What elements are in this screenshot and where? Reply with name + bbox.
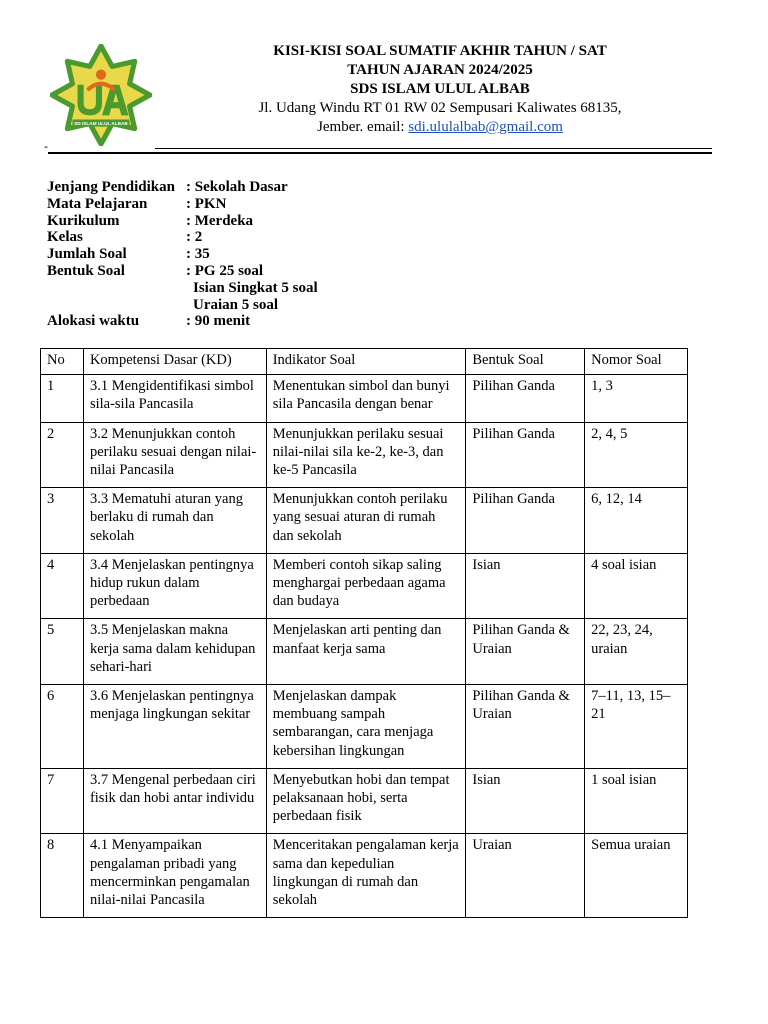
table-header-row: [41, 349, 688, 375]
cell-indikator: Menentukan simbol dan bunyi sila Pancasila dengan benar: [266, 375, 466, 422]
info-label: Alokasi waktu: [47, 313, 140, 330]
cell-no: 4: [41, 553, 84, 619]
cell-nomor: 22, 23, 24, uraian: [585, 619, 688, 685]
cell-bentuk: Pilihan Ganda: [466, 488, 585, 554]
cell-indikator: Menunjukkan contoh perilaku yang sesuai aturan di rumah dan sekolah: [266, 488, 466, 554]
cell-bentuk: Pilihan Ganda & Uraian: [466, 619, 585, 685]
info-value: : Merdeka: [186, 212, 254, 229]
header-rule-thin: [155, 148, 712, 149]
cell-nomor: 6, 12, 14: [585, 488, 688, 554]
table-row: [41, 768, 688, 834]
cell-nomor: 7–11, 13, 15–21: [585, 685, 688, 769]
cell-bentuk: Uraian: [466, 834, 585, 918]
table-row: [41, 375, 688, 422]
cell-nomor: 1, 3: [585, 375, 688, 422]
column-header-indikator: Indikator Soal: [266, 349, 466, 375]
cell-kd: 4.1 Menyampaikan pengalaman pribadi yang mencerminkan pengamalan nilai-nilai Pancasila: [83, 834, 266, 918]
school-address: Jl. Udang Windu RT 01 RW 02 Sempusari Kaliwates 68135,: [258, 100, 622, 116]
cell-nomor: 2, 4, 5: [585, 422, 688, 488]
info-bentuk-line3: Uraian 5 soal: [193, 296, 279, 313]
cell-bentuk: Pilihan Ganda: [466, 375, 585, 422]
kisi-kisi-table: [40, 348, 688, 918]
cell-kd: 3.3 Mematuhi aturan yang berlaku di rumah dan sekolah: [83, 488, 266, 554]
info-label: Bentuk Soal: [47, 262, 125, 279]
cell-no: 2: [41, 422, 84, 488]
column-header-kd: Kompetensi Dasar (KD): [83, 349, 266, 375]
info-value: : 90 menit: [186, 313, 251, 330]
info-row-jumlah: [47, 246, 318, 263]
cell-kd: 3.1 Mengidentifikasi simbol sila-sila Pancasila: [83, 375, 266, 422]
info-row-jenjang: [47, 179, 318, 196]
table-row: [41, 685, 688, 769]
cell-kd: 3.4 Menjelaskan pentingnya hidup rukun dalam perbedaan: [83, 553, 266, 619]
cell-kd: 3.5 Menjelaskan makna kerja sama dalam kehidupan sehari-hari: [83, 619, 266, 685]
cell-indikator: Menunjukkan perilaku sesuai nilai-nilai sila ke-2, ke-3, dan ke-5 Pancasila: [266, 422, 466, 488]
info-row-bentuk: [47, 263, 318, 280]
logo-caption: SD ISLAM ULUL ALBAB: [74, 121, 128, 127]
exam-info: [47, 179, 318, 330]
letterhead: [150, 42, 730, 137]
info-row-kurikulum: [47, 213, 318, 230]
cell-kd: 3.7 Mengenal perbedaan ciri fisik dan hobi antar individu: [83, 768, 266, 834]
column-header-bentuk: Bentuk Soal: [466, 349, 585, 375]
cell-kd: 3.2 Menunjukkan contoh perilaku sesuai dengan nilai-nilai Pancasila: [83, 422, 266, 488]
cell-indikator: Menceritakan pengalaman kerja sama dan kepedulian lingkungan di rumah dan sekolah: [266, 834, 466, 918]
cell-kd: 3.6 Menjelaskan pentingnya menjaga lingkungan sekitar: [83, 685, 266, 769]
cell-indikator: Memberi contoh sikap saling menghargai perbedaan agama dan budaya: [266, 553, 466, 619]
info-label: Jenjang Pendidikan: [47, 179, 175, 195]
document-title: KISI-KISI SOAL SUMATIF AKHIR TAHUN / SAT: [273, 43, 607, 59]
cell-nomor: 1 soal isian: [585, 768, 688, 834]
info-row-alokasi: [47, 313, 318, 330]
info-row-mapel: [47, 196, 318, 213]
info-value: : PG 25 soal: [186, 262, 264, 279]
cell-no: 5: [41, 619, 84, 685]
cell-nomor: Semua uraian: [585, 834, 688, 918]
column-header-no: No: [41, 349, 84, 375]
cell-no: 6: [41, 685, 84, 769]
email-link[interactable]: sdi.ululalbab@gmail.com: [408, 119, 563, 135]
info-label: Kurikulum: [47, 212, 120, 229]
table-row: [41, 488, 688, 554]
info-row-kelas: [47, 229, 318, 246]
academic-year: TAHUN AJARAN 2024/2025: [347, 62, 533, 78]
info-value: : 35: [186, 246, 210, 263]
cell-no: 3: [41, 488, 84, 554]
dash-mark: -: [44, 139, 48, 153]
table-row: [41, 834, 688, 918]
cell-indikator: Menyebutkan hobi dan tempat pelaksanaan hobi, serta perbedaan fisik: [266, 768, 466, 834]
cell-no: 8: [41, 834, 84, 918]
cell-bentuk: Isian: [466, 553, 585, 619]
email-prefix: Jember. email:: [317, 119, 409, 135]
school-logo: [50, 44, 152, 146]
cell-bentuk: Pilihan Ganda: [466, 422, 585, 488]
header-rule-thick: [48, 152, 712, 154]
info-bentuk-line2: Isian Singkat 5 soal: [193, 279, 318, 296]
school-name: SDS ISLAM ULUL ALBAB: [350, 81, 530, 97]
info-label: Jumlah Soal: [47, 246, 127, 263]
email-line: [150, 118, 730, 137]
info-label: Kelas: [47, 229, 83, 246]
cell-no: 1: [41, 375, 84, 422]
cell-no: 7: [41, 768, 84, 834]
cell-bentuk: Pilihan Ganda & Uraian: [466, 685, 585, 769]
cell-bentuk: Isian: [466, 768, 585, 834]
cell-indikator: Menjelaskan dampak membuang sampah sembarangan, cara menjaga kebersihan lingkungan: [266, 685, 466, 769]
table-row: [41, 619, 688, 685]
table-row: [41, 422, 688, 488]
info-value: : Sekolah Dasar: [186, 179, 288, 195]
column-header-nomor: Nomor Soal: [585, 349, 688, 375]
table-row: [41, 553, 688, 619]
info-label: Mata Pelajaran: [47, 195, 148, 212]
info-value: : PKN: [186, 195, 227, 212]
cell-indikator: Menjelaskan arti penting dan manfaat kerja sama: [266, 619, 466, 685]
cell-nomor: 4 soal isian: [585, 553, 688, 619]
info-value: : 2: [186, 229, 203, 246]
